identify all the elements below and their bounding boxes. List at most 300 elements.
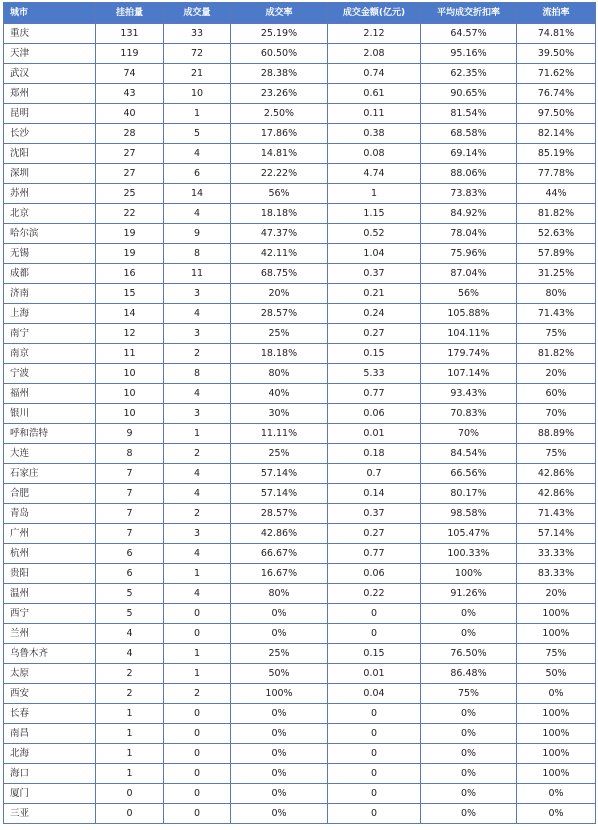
- deals-cell: 2: [164, 684, 231, 704]
- avg-discount-cell: 75.96%: [421, 244, 517, 264]
- deals-cell: 3: [164, 324, 231, 344]
- deal-rate-cell: 56%: [231, 184, 328, 204]
- table-row: [4, 404, 596, 424]
- city-cell: 西宁: [4, 604, 96, 624]
- city-cell: 三亚: [4, 804, 96, 824]
- header-listings: 挂拍量: [96, 3, 164, 24]
- deals-cell: 2: [164, 444, 231, 464]
- deal-amount-cell: 0: [328, 724, 421, 744]
- table-row: [4, 224, 596, 244]
- city-cell: 南昌: [4, 724, 96, 744]
- failure-rate-cell: 71.43%: [517, 304, 596, 324]
- avg-discount-cell: 0%: [421, 704, 517, 724]
- avg-discount-cell: 98.58%: [421, 504, 517, 524]
- avg-discount-cell: 69.14%: [421, 144, 517, 164]
- avg-discount-cell: 0%: [421, 604, 517, 624]
- avg-discount-cell: 100%: [421, 564, 517, 584]
- listings-cell: 1: [96, 704, 164, 724]
- table-row: [4, 664, 596, 684]
- avg-discount-cell: 70.83%: [421, 404, 517, 424]
- failure-rate-cell: 42.86%: [517, 484, 596, 504]
- city-cell: 福州: [4, 384, 96, 404]
- avg-discount-cell: 66.56%: [421, 464, 517, 484]
- listings-cell: 7: [96, 464, 164, 484]
- city-cell: 南宁: [4, 324, 96, 344]
- city-cell: 郑州: [4, 84, 96, 104]
- city-cell: 兰州: [4, 624, 96, 644]
- deal-amount-cell: 0.22: [328, 584, 421, 604]
- deal-amount-cell: 0.61: [328, 84, 421, 104]
- deal-rate-cell: 25.19%: [231, 24, 328, 44]
- avg-discount-cell: 64.57%: [421, 24, 517, 44]
- avg-discount-cell: 62.35%: [421, 64, 517, 84]
- city-cell: 温州: [4, 584, 96, 604]
- listings-cell: 27: [96, 144, 164, 164]
- table-row: [4, 204, 596, 224]
- deal-amount-cell: 0: [328, 764, 421, 784]
- deal-rate-cell: 25%: [231, 324, 328, 344]
- deal-amount-cell: 2.12: [328, 24, 421, 44]
- city-cell: 呼和浩特: [4, 424, 96, 444]
- avg-discount-cell: 56%: [421, 284, 517, 304]
- avg-discount-cell: 84.92%: [421, 204, 517, 224]
- table-row: [4, 184, 596, 204]
- failure-rate-cell: 83.33%: [517, 564, 596, 584]
- city-auction-table: [3, 2, 596, 824]
- listings-cell: 6: [96, 564, 164, 584]
- deals-cell: 4: [164, 384, 231, 404]
- city-cell: 沈阳: [4, 144, 96, 164]
- failure-rate-cell: 52.63%: [517, 224, 596, 244]
- deal-rate-cell: 0%: [231, 764, 328, 784]
- deal-rate-cell: 14.81%: [231, 144, 328, 164]
- deal-amount-cell: 0.08: [328, 144, 421, 164]
- city-cell: 银川: [4, 404, 96, 424]
- city-cell: 上海: [4, 304, 96, 324]
- table-row: [4, 104, 596, 124]
- deal-rate-cell: 0%: [231, 784, 328, 804]
- deal-amount-cell: 0.38: [328, 124, 421, 144]
- header-row: [4, 3, 596, 24]
- avg-discount-cell: 90.65%: [421, 84, 517, 104]
- table-row: [4, 684, 596, 704]
- deals-cell: 4: [164, 584, 231, 604]
- city-cell: 贵阳: [4, 564, 96, 584]
- deal-rate-cell: 60.50%: [231, 44, 328, 64]
- table-body: [4, 24, 596, 824]
- avg-discount-cell: 81.54%: [421, 104, 517, 124]
- deal-amount-cell: 4.74: [328, 164, 421, 184]
- city-cell: 昆明: [4, 104, 96, 124]
- deal-rate-cell: 0%: [231, 744, 328, 764]
- deal-amount-cell: 0.06: [328, 404, 421, 424]
- listings-cell: 19: [96, 224, 164, 244]
- listings-cell: 0: [96, 804, 164, 824]
- city-cell: 武汉: [4, 64, 96, 84]
- listings-cell: 15: [96, 284, 164, 304]
- deal-rate-cell: 50%: [231, 664, 328, 684]
- deals-cell: 1: [164, 664, 231, 684]
- table-row: [4, 504, 596, 524]
- avg-discount-cell: 0%: [421, 764, 517, 784]
- failure-rate-cell: 100%: [517, 744, 596, 764]
- listings-cell: 27: [96, 164, 164, 184]
- deal-rate-cell: 66.67%: [231, 544, 328, 564]
- city-cell: 长春: [4, 704, 96, 724]
- failure-rate-cell: 44%: [517, 184, 596, 204]
- deals-cell: 0: [164, 724, 231, 744]
- avg-discount-cell: 93.43%: [421, 384, 517, 404]
- deals-cell: 0: [164, 804, 231, 824]
- deals-cell: 1: [164, 644, 231, 664]
- failure-rate-cell: 70%: [517, 404, 596, 424]
- failure-rate-cell: 100%: [517, 724, 596, 744]
- listings-cell: 40: [96, 104, 164, 124]
- deal-amount-cell: 0.24: [328, 304, 421, 324]
- listings-cell: 9: [96, 424, 164, 444]
- table-row: [4, 364, 596, 384]
- failure-rate-cell: 71.62%: [517, 64, 596, 84]
- deals-cell: 4: [164, 544, 231, 564]
- listings-cell: 10: [96, 384, 164, 404]
- city-cell: 厦门: [4, 784, 96, 804]
- deals-cell: 4: [164, 484, 231, 504]
- table-row: [4, 744, 596, 764]
- deals-cell: 0: [164, 744, 231, 764]
- city-cell: 广州: [4, 524, 96, 544]
- city-cell: 北京: [4, 204, 96, 224]
- deal-amount-cell: 0.14: [328, 484, 421, 504]
- failure-rate-cell: 100%: [517, 604, 596, 624]
- listings-cell: 14: [96, 304, 164, 324]
- deals-cell: 11: [164, 264, 231, 284]
- city-cell: 哈尔滨: [4, 224, 96, 244]
- avg-discount-cell: 88.06%: [421, 164, 517, 184]
- avg-discount-cell: 84.54%: [421, 444, 517, 464]
- avg-discount-cell: 95.16%: [421, 44, 517, 64]
- deal-rate-cell: 80%: [231, 584, 328, 604]
- deals-cell: 1: [164, 104, 231, 124]
- avg-discount-cell: 68.58%: [421, 124, 517, 144]
- city-cell: 成都: [4, 264, 96, 284]
- deal-rate-cell: 0%: [231, 724, 328, 744]
- city-cell: 深圳: [4, 164, 96, 184]
- failure-rate-cell: 77.78%: [517, 164, 596, 184]
- deal-amount-cell: 0.77: [328, 384, 421, 404]
- listings-cell: 1: [96, 744, 164, 764]
- listings-cell: 7: [96, 484, 164, 504]
- deals-cell: 1: [164, 424, 231, 444]
- listings-cell: 1: [96, 764, 164, 784]
- listings-cell: 74: [96, 64, 164, 84]
- listings-cell: 10: [96, 364, 164, 384]
- listings-cell: 2: [96, 664, 164, 684]
- avg-discount-cell: 105.88%: [421, 304, 517, 324]
- deal-rate-cell: 80%: [231, 364, 328, 384]
- failure-rate-cell: 74.81%: [517, 24, 596, 44]
- listings-cell: 12: [96, 324, 164, 344]
- deal-amount-cell: 1: [328, 184, 421, 204]
- city-cell: 石家庄: [4, 464, 96, 484]
- deals-cell: 33: [164, 24, 231, 44]
- deal-rate-cell: 0%: [231, 624, 328, 644]
- table-row: [4, 84, 596, 104]
- failure-rate-cell: 57.14%: [517, 524, 596, 544]
- header-city: 城市: [4, 3, 96, 24]
- avg-discount-cell: 86.48%: [421, 664, 517, 684]
- listings-cell: 8: [96, 444, 164, 464]
- deals-cell: 0: [164, 784, 231, 804]
- failure-rate-cell: 31.25%: [517, 264, 596, 284]
- deals-cell: 3: [164, 404, 231, 424]
- deals-cell: 4: [164, 204, 231, 224]
- deals-cell: 0: [164, 764, 231, 784]
- table-row: [4, 784, 596, 804]
- table-row: [4, 524, 596, 544]
- deal-rate-cell: 42.86%: [231, 524, 328, 544]
- header-deal-amount: 成交金额(亿元): [328, 3, 421, 24]
- listings-cell: 4: [96, 644, 164, 664]
- failure-rate-cell: 81.82%: [517, 344, 596, 364]
- deal-rate-cell: 57.14%: [231, 464, 328, 484]
- failure-rate-cell: 60%: [517, 384, 596, 404]
- table-row: [4, 244, 596, 264]
- failure-rate-cell: 20%: [517, 584, 596, 604]
- deal-rate-cell: 100%: [231, 684, 328, 704]
- deal-rate-cell: 47.37%: [231, 224, 328, 244]
- failure-rate-cell: 50%: [517, 664, 596, 684]
- deal-amount-cell: 5.33: [328, 364, 421, 384]
- city-cell: 北海: [4, 744, 96, 764]
- avg-discount-cell: 76.50%: [421, 644, 517, 664]
- failure-rate-cell: 20%: [517, 364, 596, 384]
- deals-cell: 5: [164, 124, 231, 144]
- city-cell: 海口: [4, 764, 96, 784]
- failure-rate-cell: 57.89%: [517, 244, 596, 264]
- deal-rate-cell: 40%: [231, 384, 328, 404]
- listings-cell: 0: [96, 784, 164, 804]
- data-table-container: [3, 2, 595, 824]
- deal-rate-cell: 23.26%: [231, 84, 328, 104]
- table-row: [4, 144, 596, 164]
- table-row: [4, 24, 596, 44]
- failure-rate-cell: 0%: [517, 684, 596, 704]
- deal-amount-cell: 0.15: [328, 344, 421, 364]
- listings-cell: 2: [96, 684, 164, 704]
- city-cell: 大连: [4, 444, 96, 464]
- failure-rate-cell: 80%: [517, 284, 596, 304]
- avg-discount-cell: 105.47%: [421, 524, 517, 544]
- deal-rate-cell: 18.18%: [231, 204, 328, 224]
- table-row: [4, 324, 596, 344]
- failure-rate-cell: 88.89%: [517, 424, 596, 444]
- avg-discount-cell: 87.04%: [421, 264, 517, 284]
- deals-cell: 6: [164, 164, 231, 184]
- city-cell: 合肥: [4, 484, 96, 504]
- deals-cell: 0: [164, 604, 231, 624]
- header-deals: 成交量: [164, 3, 231, 24]
- deal-amount-cell: 0.27: [328, 324, 421, 344]
- table-row: [4, 564, 596, 584]
- deal-rate-cell: 17.86%: [231, 124, 328, 144]
- deal-rate-cell: 28.57%: [231, 504, 328, 524]
- deal-amount-cell: 0: [328, 624, 421, 644]
- city-cell: 青岛: [4, 504, 96, 524]
- deal-amount-cell: 1.15: [328, 204, 421, 224]
- deal-rate-cell: 18.18%: [231, 344, 328, 364]
- city-cell: 无锡: [4, 244, 96, 264]
- deals-cell: 10: [164, 84, 231, 104]
- city-cell: 杭州: [4, 544, 96, 564]
- table-row: [4, 704, 596, 724]
- deal-rate-cell: 68.75%: [231, 264, 328, 284]
- listings-cell: 1: [96, 724, 164, 744]
- listings-cell: 43: [96, 84, 164, 104]
- table-row: [4, 264, 596, 284]
- listings-cell: 5: [96, 604, 164, 624]
- failure-rate-cell: 39.50%: [517, 44, 596, 64]
- deal-amount-cell: 2.08: [328, 44, 421, 64]
- deals-cell: 21: [164, 64, 231, 84]
- avg-discount-cell: 0%: [421, 744, 517, 764]
- deals-cell: 9: [164, 224, 231, 244]
- city-cell: 南京: [4, 344, 96, 364]
- listings-cell: 7: [96, 504, 164, 524]
- listings-cell: 119: [96, 44, 164, 64]
- deal-amount-cell: 0.7: [328, 464, 421, 484]
- table-row: [4, 584, 596, 604]
- deal-amount-cell: 0: [328, 804, 421, 824]
- listings-cell: 11: [96, 344, 164, 364]
- table-row: [4, 284, 596, 304]
- deal-rate-cell: 16.67%: [231, 564, 328, 584]
- failure-rate-cell: 75%: [517, 644, 596, 664]
- deal-amount-cell: 0.74: [328, 64, 421, 84]
- table-row: [4, 804, 596, 824]
- city-cell: 太原: [4, 664, 96, 684]
- city-cell: 济南: [4, 284, 96, 304]
- listings-cell: 6: [96, 544, 164, 564]
- deals-cell: 1: [164, 564, 231, 584]
- listings-cell: 4: [96, 624, 164, 644]
- avg-discount-cell: 104.11%: [421, 324, 517, 344]
- avg-discount-cell: 0%: [421, 784, 517, 804]
- deals-cell: 0: [164, 624, 231, 644]
- failure-rate-cell: 42.86%: [517, 464, 596, 484]
- listings-cell: 10: [96, 404, 164, 424]
- city-cell: 宁波: [4, 364, 96, 384]
- failure-rate-cell: 0%: [517, 804, 596, 824]
- failure-rate-cell: 71.43%: [517, 504, 596, 524]
- deal-amount-cell: 0.52: [328, 224, 421, 244]
- deal-rate-cell: 57.14%: [231, 484, 328, 504]
- deal-amount-cell: 0: [328, 604, 421, 624]
- deal-amount-cell: 0.15: [328, 644, 421, 664]
- deal-rate-cell: 25%: [231, 444, 328, 464]
- deal-rate-cell: 11.11%: [231, 424, 328, 444]
- deal-rate-cell: 22.22%: [231, 164, 328, 184]
- avg-discount-cell: 80.17%: [421, 484, 517, 504]
- avg-discount-cell: 73.83%: [421, 184, 517, 204]
- city-cell: 重庆: [4, 24, 96, 44]
- deal-amount-cell: 0.37: [328, 264, 421, 284]
- deal-amount-cell: 0: [328, 784, 421, 804]
- deal-rate-cell: 0%: [231, 804, 328, 824]
- avg-discount-cell: 75%: [421, 684, 517, 704]
- table-row: [4, 164, 596, 184]
- failure-rate-cell: 100%: [517, 764, 596, 784]
- listings-cell: 16: [96, 264, 164, 284]
- failure-rate-cell: 75%: [517, 324, 596, 344]
- deal-amount-cell: 0.04: [328, 684, 421, 704]
- deal-amount-cell: 0.01: [328, 424, 421, 444]
- table-row: [4, 544, 596, 564]
- city-cell: 长沙: [4, 124, 96, 144]
- deal-amount-cell: 0.11: [328, 104, 421, 124]
- deal-rate-cell: 30%: [231, 404, 328, 424]
- deals-cell: 2: [164, 504, 231, 524]
- avg-discount-cell: 107.14%: [421, 364, 517, 384]
- deal-amount-cell: 0.37: [328, 504, 421, 524]
- deals-cell: 8: [164, 244, 231, 264]
- deal-amount-cell: 0.27: [328, 524, 421, 544]
- deal-amount-cell: 0.01: [328, 664, 421, 684]
- deal-amount-cell: 0: [328, 744, 421, 764]
- city-cell: 乌鲁木齐: [4, 644, 96, 664]
- table-row: [4, 604, 596, 624]
- header-deal-rate: 成交率: [231, 3, 328, 24]
- table-row: [4, 304, 596, 324]
- deals-cell: 3: [164, 284, 231, 304]
- avg-discount-cell: 91.26%: [421, 584, 517, 604]
- deal-amount-cell: 1.04: [328, 244, 421, 264]
- avg-discount-cell: 0%: [421, 804, 517, 824]
- deals-cell: 14: [164, 184, 231, 204]
- deals-cell: 4: [164, 144, 231, 164]
- table-header: [4, 3, 596, 24]
- listings-cell: 5: [96, 584, 164, 604]
- failure-rate-cell: 82.14%: [517, 124, 596, 144]
- table-row: [4, 724, 596, 744]
- table-row: [4, 64, 596, 84]
- avg-discount-cell: 78.04%: [421, 224, 517, 244]
- table-row: [4, 484, 596, 504]
- city-cell: 苏州: [4, 184, 96, 204]
- deal-amount-cell: 0.18: [328, 444, 421, 464]
- header-avg-discount: 平均成交折扣率: [421, 3, 517, 24]
- deals-cell: 8: [164, 364, 231, 384]
- deal-amount-cell: 0: [328, 704, 421, 724]
- table-row: [4, 644, 596, 664]
- listings-cell: 7: [96, 524, 164, 544]
- failure-rate-cell: 100%: [517, 704, 596, 724]
- deals-cell: 3: [164, 524, 231, 544]
- deal-rate-cell: 0%: [231, 704, 328, 724]
- table-row: [4, 444, 596, 464]
- avg-discount-cell: 0%: [421, 624, 517, 644]
- failure-rate-cell: 75%: [517, 444, 596, 464]
- deal-rate-cell: 2.50%: [231, 104, 328, 124]
- deal-rate-cell: 28.38%: [231, 64, 328, 84]
- failure-rate-cell: 0%: [517, 784, 596, 804]
- deal-rate-cell: 42.11%: [231, 244, 328, 264]
- listings-cell: 28: [96, 124, 164, 144]
- failure-rate-cell: 76.74%: [517, 84, 596, 104]
- table-row: [4, 344, 596, 364]
- listings-cell: 131: [96, 24, 164, 44]
- deal-rate-cell: 0%: [231, 604, 328, 624]
- table-row: [4, 424, 596, 444]
